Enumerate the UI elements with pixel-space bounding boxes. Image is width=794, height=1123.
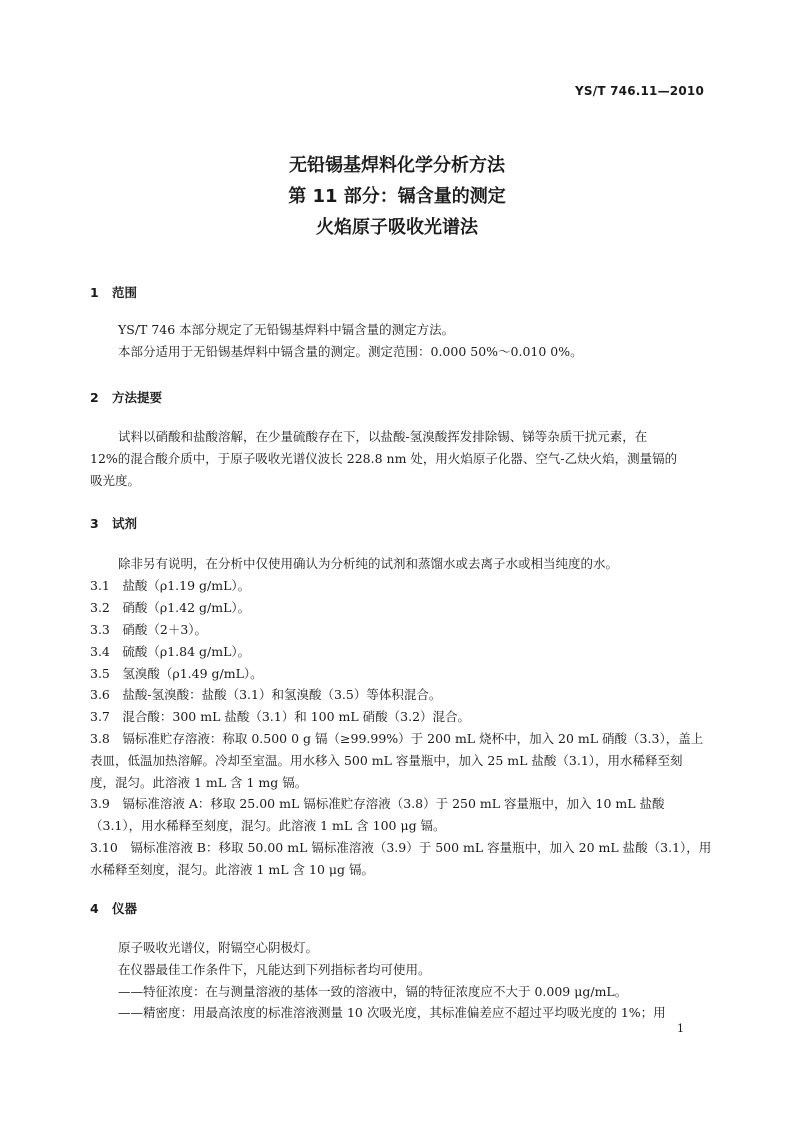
paragraph: 除非另有说明，在分析中仅使用确认为分析纯的试剂和蒸馏水或去离子水或相当纯度的水。	[118, 556, 619, 571]
section-3-heading	[90, 514, 137, 532]
paragraph: 原子吸收光谱仪，附镉空心阴极灯。	[118, 940, 319, 955]
list-item: 3.7 混合酸：300 mL 盐酸（3.1）和 100 mL 硝酸（3.2）混合。	[90, 709, 471, 724]
list-item: 3.3 硝酸（2＋3）。	[90, 622, 208, 637]
document-title-line-3: 火焰原子吸收光谱法	[316, 217, 478, 238]
section-number: 3	[90, 516, 99, 531]
page-number: 1	[677, 1022, 684, 1035]
list-item: 3.5 氢溴酸（ρ1.49 g/mL）。	[90, 666, 263, 681]
paragraph-line: 12%的混合酸介质中，于原子吸收光谱仪波长 228.8 nm 处，用火焰原子化器、空气-乙炔火焰，测量镉的	[90, 451, 678, 466]
section-4-heading	[90, 899, 137, 917]
paragraph: 在仪器最佳工作条件下，凡能达到下列指标者均可使用。	[118, 962, 431, 977]
section-number: 2	[90, 390, 99, 405]
list-item-continuation: 度，混匀。此溶液 1 mL 含 1 mg 镉。	[90, 775, 308, 790]
list-item: 3.2 硝酸（ρ1.42 g/mL）。	[90, 600, 251, 615]
section-title: 试剂	[112, 516, 138, 531]
list-item-continuation: 水稀释至刻度，混匀。此溶液 1 mL 含 10 μg 镉。	[90, 862, 374, 877]
section-number: 1	[90, 285, 99, 300]
list-item-continuation: 表皿，低温加热溶解。冷却至室温。用水移入 500 mL 容量瓶中，加入 25 mL 盐酸（3.1），用水稀释至刻	[90, 753, 683, 768]
list-item: 3.4 硫酸（ρ1.84 g/mL）。	[90, 644, 251, 659]
section-title: 范围	[112, 285, 138, 300]
paragraph-line: 试料以硝酸和盐酸溶解，在少量硫酸存在下，以盐酸-氢溴酸挥发排除锡、锑等杂质干扰元素，在	[118, 429, 648, 444]
section-number: 4	[90, 901, 99, 916]
document-title-line-1: 无铅锡基焊料化学分析方法	[289, 155, 505, 176]
section-2-heading	[90, 388, 162, 406]
section-1-heading	[90, 283, 137, 301]
list-item: 3.10 镉标准溶液 B：移取 50.00 mL 镉标准溶液（3.9）于 500 mL 容量瓶中，加入 20 mL 盐酸（3.1），用	[90, 840, 712, 855]
list-item: 3.8 镉标准贮存溶液：称取 0.500 0 g 镉（≥99.99%）于 200 mL 烧杯中，加入 20 mL 硝酸（3.3），盖上	[90, 731, 704, 746]
list-item: 3.1 盐酸（ρ1.19 g/mL）。	[90, 578, 251, 593]
list-item: 3.6 盐酸-氢溴酸：盐酸（3.1）和氢溴酸（3.5）等体积混合。	[90, 687, 442, 702]
paragraph: ——特征浓度：在与测量溶液的基体一致的溶液中，镉的特征浓度应不大于 0.009 μg/mL。	[118, 984, 628, 999]
section-title: 方法提要	[112, 390, 163, 405]
document-title-line-2: 第 11 部分：镉含量的测定	[288, 186, 506, 207]
list-item-continuation: （3.1），用水稀释至刻度，混匀。此溶液 1 mL 含 100 μg 镉。	[90, 818, 446, 833]
paragraph: ——精密度：用最高浓度的标准溶液测量 10 次吸光度，其标准偏差应不超过平均吸光度的 1%；用	[118, 1005, 666, 1020]
paragraph: 本部分适用于无铅锡基焊料中镉含量的测定。测定范围：0.000 50%～0.010 0%。	[118, 344, 583, 359]
paragraph-line: 吸光度。	[90, 473, 141, 488]
standard-code: YS/T 746.11—2010	[575, 84, 704, 98]
paragraph: YS/T 746 本部分规定了无铅锡基焊料中镉含量的测定方法。	[118, 322, 455, 337]
list-item: 3.9 镉标准溶液 A：移取 25.00 mL 镉标准贮存溶液（3.8）于 250 mL 容量瓶中，加入 10 mL 盐酸	[90, 796, 665, 811]
section-title: 仪器	[112, 901, 138, 916]
